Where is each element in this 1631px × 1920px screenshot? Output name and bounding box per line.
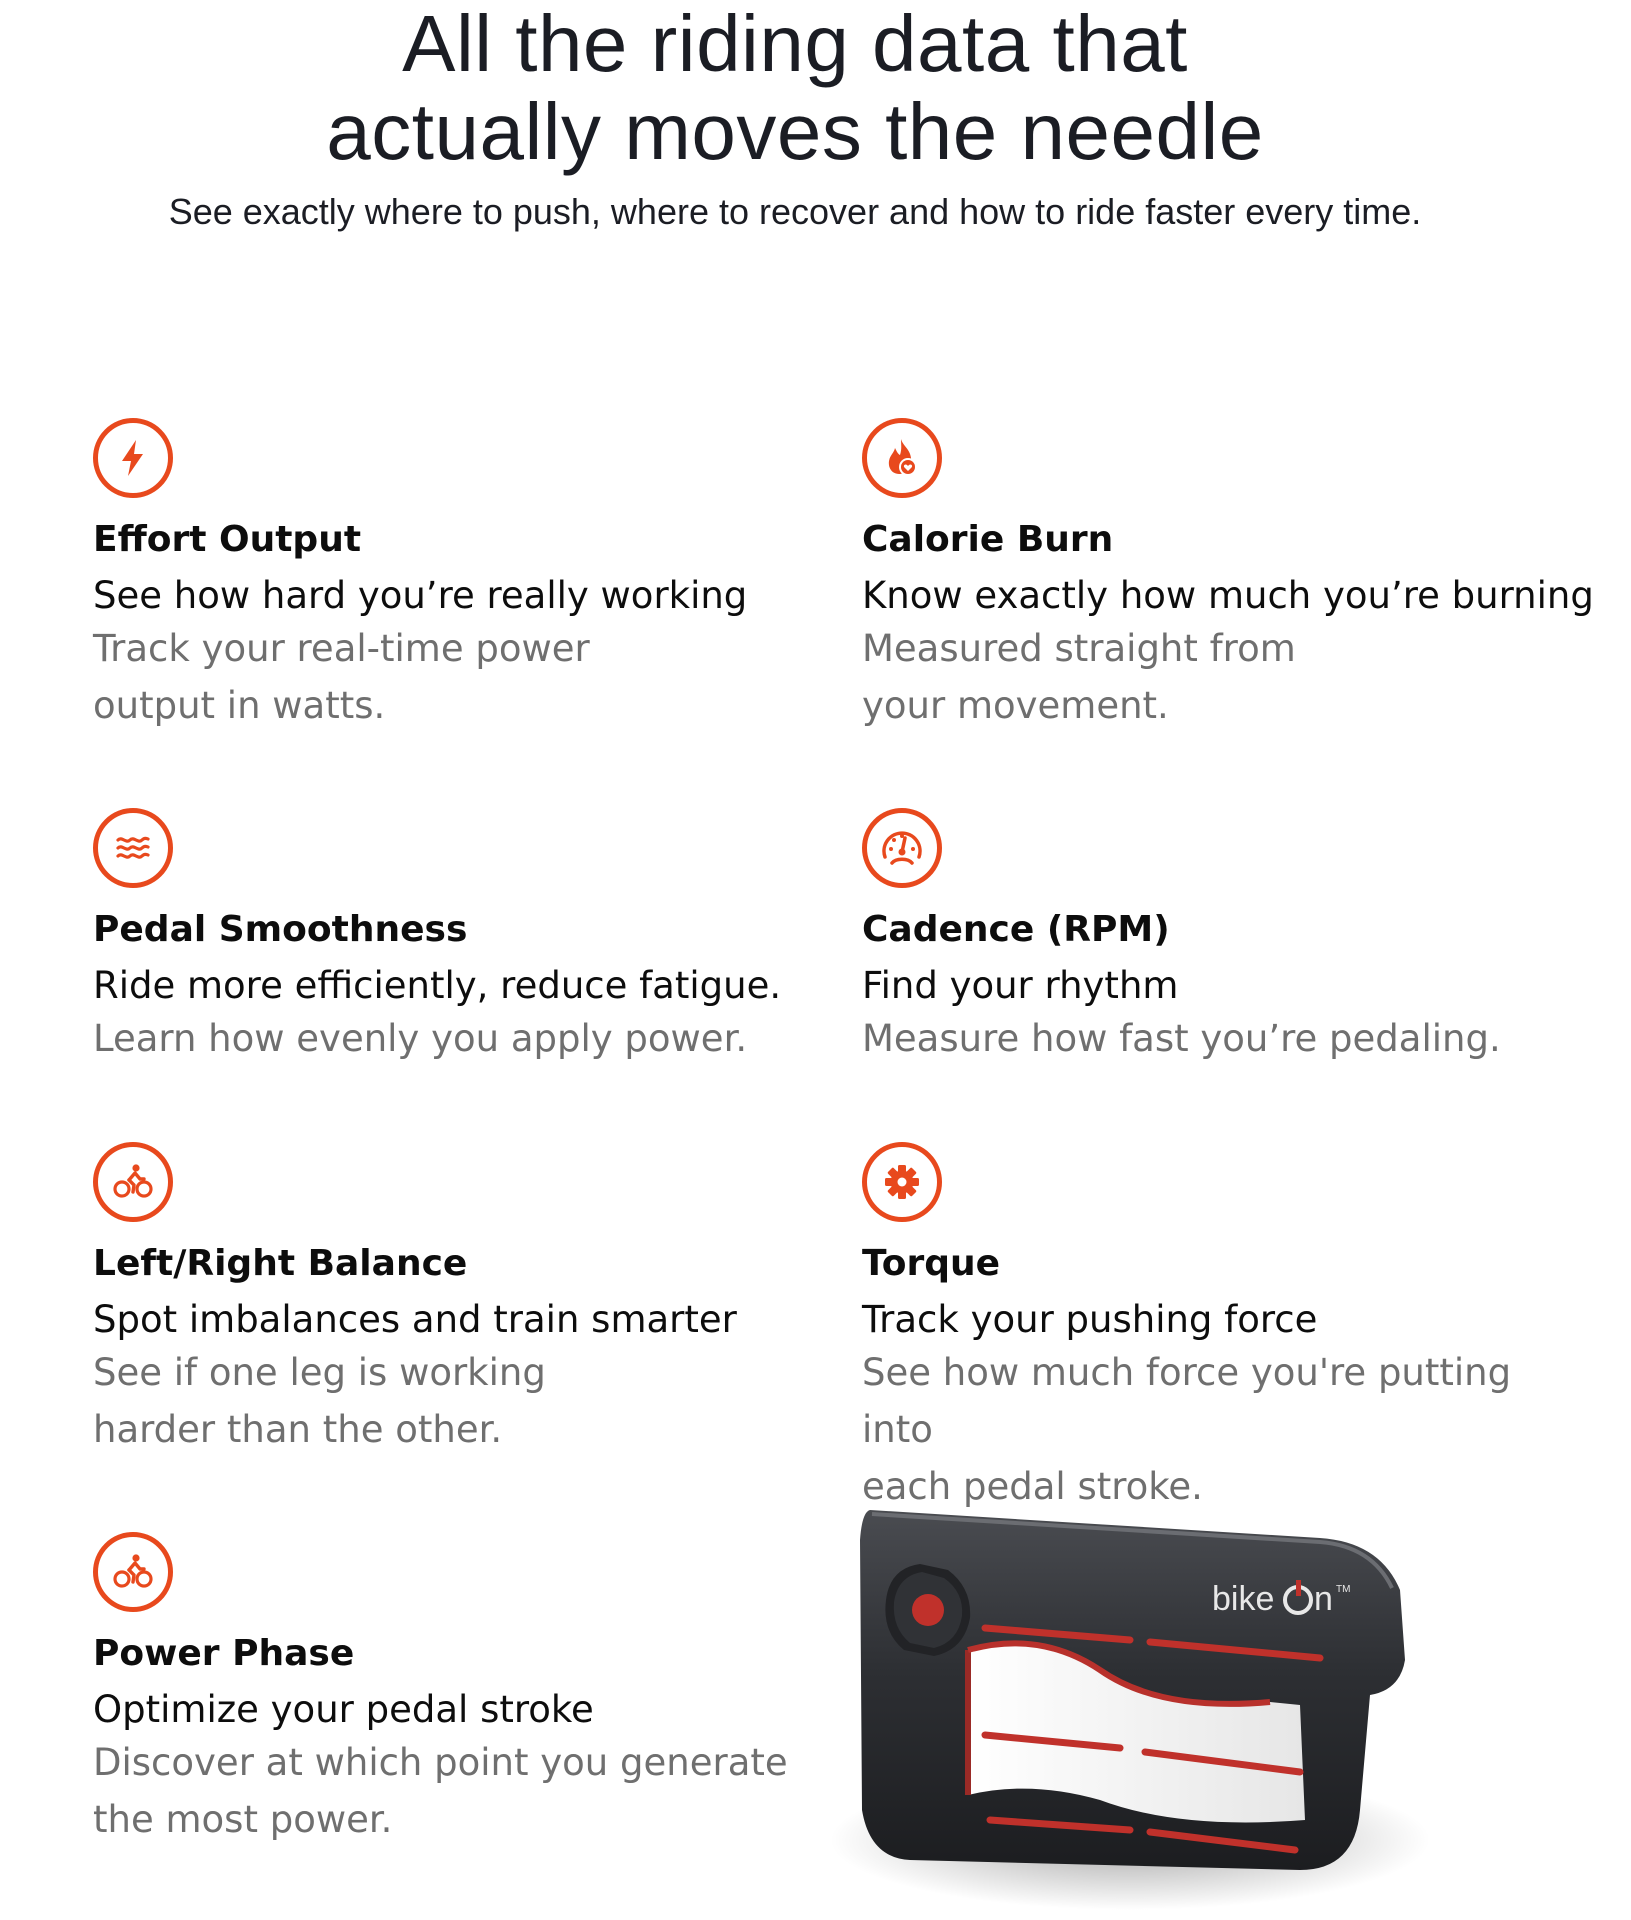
feature-effort-output: [93, 418, 813, 734]
feature-headline: Spot imbalances and train smarter: [93, 1298, 737, 1341]
feature-title: Torque: [862, 1243, 1001, 1284]
speedometer-icon: [862, 808, 942, 888]
flame-heart-icon: [862, 418, 942, 498]
feature-description: Measure how fast you’re pedaling.: [862, 1017, 1501, 1060]
page-title-line-2: actually moves the needle: [326, 87, 1264, 176]
feature-cadence: [862, 808, 1582, 1067]
lightning-icon: [93, 418, 173, 498]
feature-left-right-balance: [93, 1142, 813, 1458]
product-image: [800, 1480, 1490, 1920]
feature-title: Pedal Smoothness: [93, 909, 468, 950]
feature-description: Track your real-time power output in watts.: [93, 627, 590, 727]
feature-torque: [862, 1142, 1582, 1515]
feature-description: Discover at which point you generate the most power.: [93, 1741, 788, 1841]
cyclist-icon: [93, 1532, 173, 1612]
feature-headline: Optimize your pedal stroke: [93, 1688, 594, 1731]
svg-text:TM: TM: [1336, 1584, 1351, 1595]
feature-title: Effort Output: [93, 519, 362, 560]
feature-title: Left/Right Balance: [93, 1243, 468, 1284]
page-subtitle: See exactly where to push, where to recover and how to ride faster every time.: [168, 191, 1422, 232]
feature-description: See how much force you're putting into each pedal stroke.: [862, 1351, 1512, 1508]
feature-headline: See how hard you’re really working: [93, 574, 748, 617]
feature-headline: Know exactly how much you’re burning: [862, 574, 1594, 617]
feature-description: Learn how evenly you apply power.: [93, 1017, 748, 1060]
feature-calorie-burn: [862, 418, 1594, 734]
feature-power-phase: [93, 1532, 813, 1848]
feature-pedal-smoothness: [93, 808, 813, 1067]
feature-headline: Find your rhythm: [862, 964, 1179, 1007]
feature-headline: Track your pushing force: [862, 1298, 1318, 1341]
feature-title: Power Phase: [93, 1633, 355, 1674]
page-title-line-1: All the riding data that: [402, 0, 1188, 88]
waves-icon: [93, 808, 173, 888]
cyclist-icon: [93, 1142, 173, 1222]
page-title: [0, 0, 1590, 176]
svg-text:n: n: [1314, 1580, 1333, 1618]
feature-description: Measured straight from your movement.: [862, 627, 1296, 727]
feature-title: Cadence (RPM): [862, 909, 1170, 950]
feature-title: Calorie Burn: [862, 519, 1114, 560]
svg-text:bike: bike: [1212, 1580, 1275, 1618]
feature-description: See if one leg is working harder than the other.: [93, 1351, 546, 1451]
feature-headline: Ride more efficiently, reduce fatigue.: [93, 964, 782, 1007]
gear-icon: [862, 1142, 942, 1222]
